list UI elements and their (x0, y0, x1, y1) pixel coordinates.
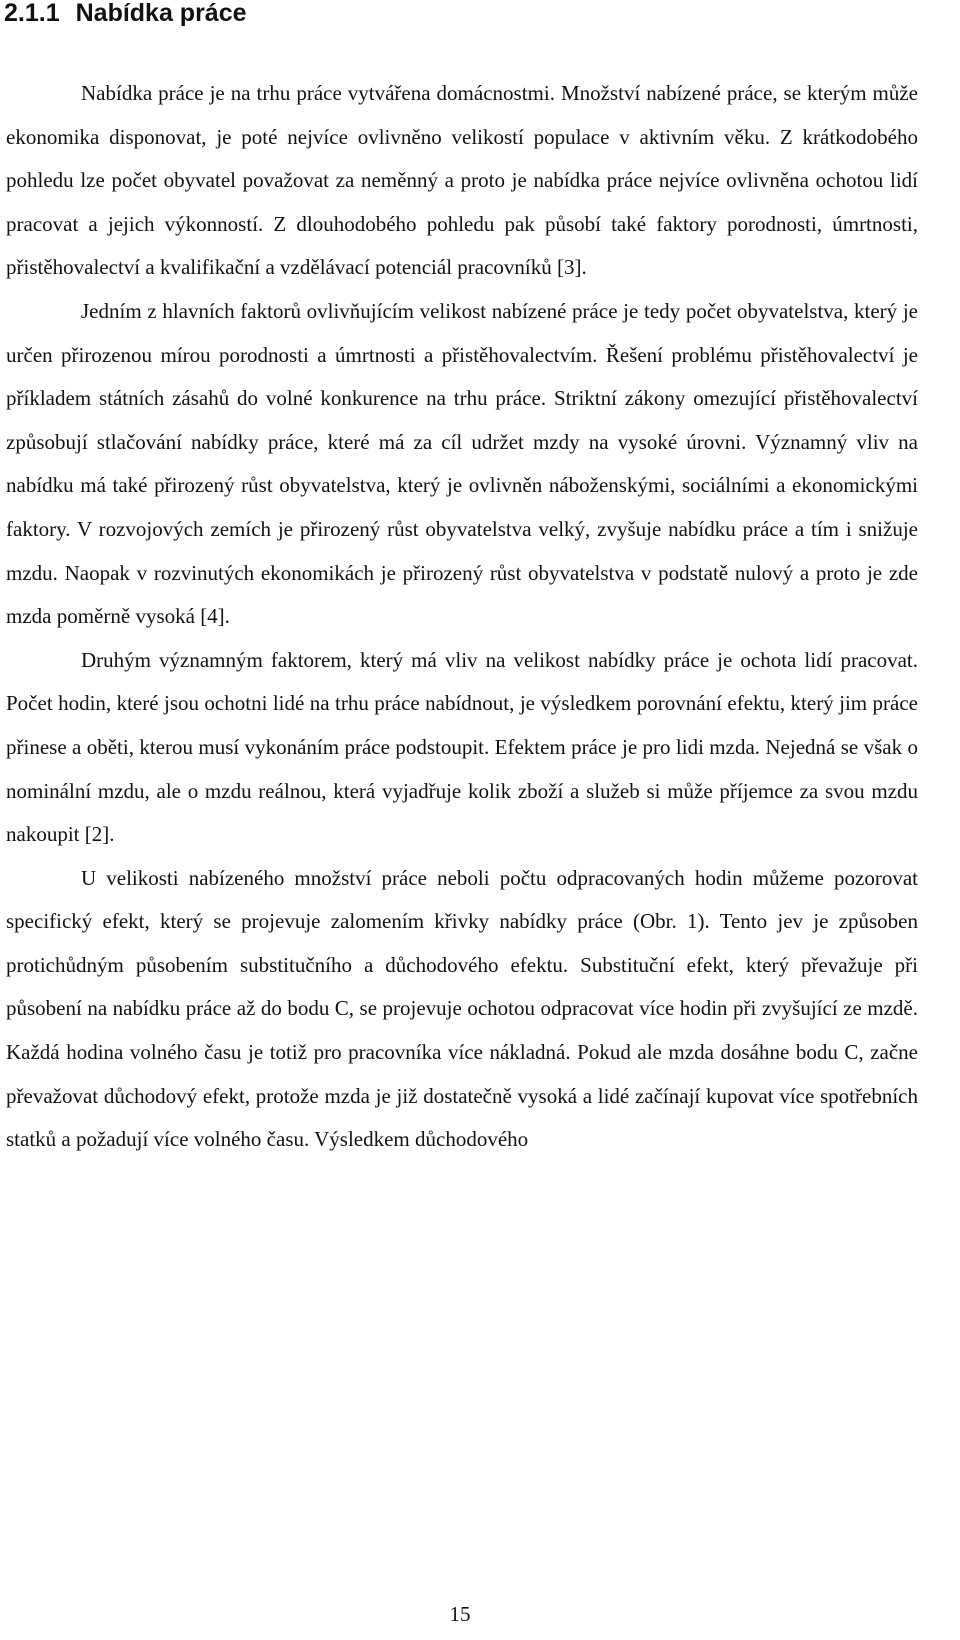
paragraph: Nabídka práce je na trhu práce vytvářena domácnostmi. Množství nabízené práce, se kterým může ekonomika disponovat, je poté nejvíce ovlivněno velikostí populace v aktivním věku. Z krátkodobého pohledu lze počet obyvatel považovat za neměnný a proto je nabídka práce nejvíce ovlivněna ochotou lidí pracovat a jejich výkonností. Z dlouhodobého pohledu pak působí také faktory porodnosti, úmrtnosti, přistěhovalectví a kvalifikační a vzdělávací potenciál pracovníků [3]. (6, 81, 918, 280)
section-title: Nabídka práce (75, 0, 247, 27)
section-heading (4, 0, 247, 28)
paragraph: U velikosti nabízeného množství práce neboli počtu odpracovaných hodin můžeme pozorovat specifický efekt, který se projevuje zalomením křivky nabídky práce (Obr. 1). Tento jev je způsoben protichůdným působením substitučního a důchodového efektu. Substituční efekt, který převažuje při působení na nabídku práce až do bodu C, se projevuje ochotou odpracovat více hodin při zvyšující ze mzdě. Každá hodina volného času je totiž pro pracovníka více nákladná. Pokud ale mzda dosáhne bodu C, začne převažovat důchodový efekt, protože mzda je již dostatečně vysoká a lidé začínají kupovat více spotřebních statků a požadují více volného času. Výsledkem důchodového (6, 865, 918, 1152)
paragraph: Druhým významným faktorem, který má vliv na velikost nabídky práce je ochota lidí pracovat. Počet hodin, které jsou ochotni lidé na trhu práce nabídnout, je výsledkem porovnání efektu, který jim práce přinese a oběti, kterou musí vykonáním práce podstoupit. Efektem práce je pro lidi mzda. Nejedná se však o nominální mzdu, ale o mzdu reálnou, která vyjadřuje kolik zboží a služeb si může příjemce za svou mzdu nakoupit [2]. (6, 647, 918, 847)
paragraph: Jedním z hlavních faktorů ovlivňujícím velikost nabízené práce je tedy počet obyvatelstva, který je určen přirozenou mírou porodnosti a úmrtnosti a přistěhovalectvím. Řešení problému přistěhovalectví je příkladem státních zásahů do volné konkurence na trhu práce. Striktní zákony omezující přistěhovalectví způsobují stlačování nabídky práce, které má za cíl udržet mzdy na vysoké úrovni. Významný vliv na nabídku má také přirozený růst obyvatelstva, který je ovlivněn náboženskými, sociálními a ekonomickými faktory. V rozvojových zemích je přirozený růst obyvatelstva velký, zvyšuje nabídku práce a tím i snižuje mzdu. Naopak v rozvinutých ekonomikách je přirozený růst obyvatelstva v podstatě nulový a proto je zde mzda poměrně vysoká [4]. (6, 298, 918, 629)
body-text (6, 72, 918, 1162)
section-number: 2.1.1 (4, 0, 60, 27)
page-number: 15 (449, 1602, 471, 1626)
